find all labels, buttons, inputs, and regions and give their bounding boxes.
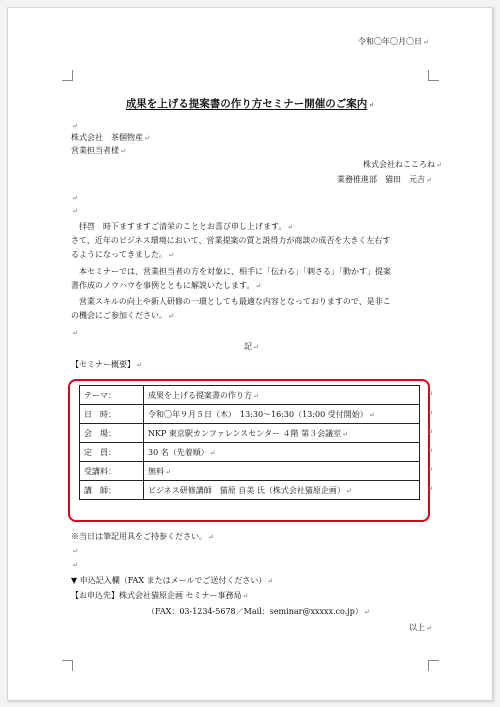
empty-paragraph: ↵ (72, 561, 78, 569)
schedule-table (79, 385, 433, 500)
empty-paragraph: ↵ (72, 194, 78, 202)
row-label: テーマ： (80, 386, 144, 405)
row-label: 講 師： (80, 481, 144, 500)
table-row (80, 481, 420, 500)
empty-paragraph: ↵ (72, 207, 78, 215)
crop-mark-bottom-right (428, 660, 439, 671)
row-value: 成果を上げる提案書の作り方↵ ↵ (144, 386, 420, 405)
table-row (80, 443, 420, 462)
sender-company: 株式会社ねこころね↵ (363, 160, 442, 169)
row-label: 受講料： (80, 462, 144, 481)
contact-detail: （FAX：03-1234-5678／Mail：seminar@xxxxx.co.jp）↵ (147, 607, 370, 616)
recipient-person: 営業担当者様↵ (71, 146, 126, 155)
row-value: NKP 東京駅カンファレンスセンター ４階 第３会議室↵ ↵ (144, 424, 420, 443)
empty-paragraph: ↵ (72, 329, 78, 337)
body-line: 営業スキルの向上や新人研修の一環としても最適な内容となっておりますので、是非こ (71, 297, 391, 306)
sender-person: 業務推進部 猫田 元吉↵ (337, 175, 432, 184)
application-heading: ▼ 申込記入欄（FAX またはメールでご送付ください）↵ (71, 576, 274, 585)
crop-mark-top-left (62, 70, 73, 81)
document-title: 成果を上げる提案書の作り方セミナー開催のご案内↵ (125, 98, 375, 110)
note-line: ※当日は筆記用具をご持参ください。↵ (71, 532, 214, 541)
body-line: るようになってきました。↵ (71, 250, 174, 259)
empty-paragraph: ↵ (72, 122, 78, 130)
row-label: 会 場： (80, 424, 144, 443)
body-line: 書作成のノウハウを事例とともに解説いたします。↵ (71, 281, 262, 290)
row-value: ビジネス研修講師 猫原 自美 氏（株式会社猫原企画）↵ ↵ (144, 481, 420, 500)
ki-heading: 記↵ (244, 342, 259, 351)
crop-mark-top-right (428, 70, 439, 81)
contact-line: 【お申込先】株式会社猫原企画 セミナー事務局↵ (71, 591, 249, 600)
empty-paragraph: ↵ (72, 547, 78, 555)
table-row (80, 462, 420, 481)
paragraph-mark-icon: ↵ (368, 100, 375, 109)
body-line: の機会にご参加ください。↵ (71, 311, 174, 320)
body-line: 本セミナーでは、営業担当者の方を対象に、相手に「伝わる」「刺さる」「動かす」提案 (71, 267, 391, 276)
row-label: 日 時： (80, 405, 144, 424)
table-row (80, 405, 420, 424)
row-value: 無料↵ ↵ (144, 462, 420, 481)
table-row (80, 386, 420, 405)
overview-heading: 【セミナー概要】↵ (71, 360, 142, 369)
recipient-company: 株式会社 茶個物産↵ (71, 133, 150, 142)
row-label: 定 員： (80, 443, 144, 462)
body-line: さて、近年のビジネス環境において、営業提案の質と説得力が商談の成否を大きく左右す (71, 236, 391, 245)
crop-mark-bottom-left (62, 660, 73, 671)
row-value: 30 名（先着順）↵ ↵ (144, 443, 420, 462)
row-value: 令和〇年９月５日（木） 13:30～16:30（13:00 受付開始）↵ ↵ (144, 405, 420, 424)
closing-line: 以上↵ (409, 623, 432, 632)
paragraph-mark-icon: ↵ (423, 38, 429, 46)
table-row (80, 424, 420, 443)
date-line: 令和〇年〇月〇日↵ (358, 37, 429, 46)
body-line: 拝啓 時下ますますご清栄のこととお喜び申し上げます。↵ (71, 222, 294, 231)
